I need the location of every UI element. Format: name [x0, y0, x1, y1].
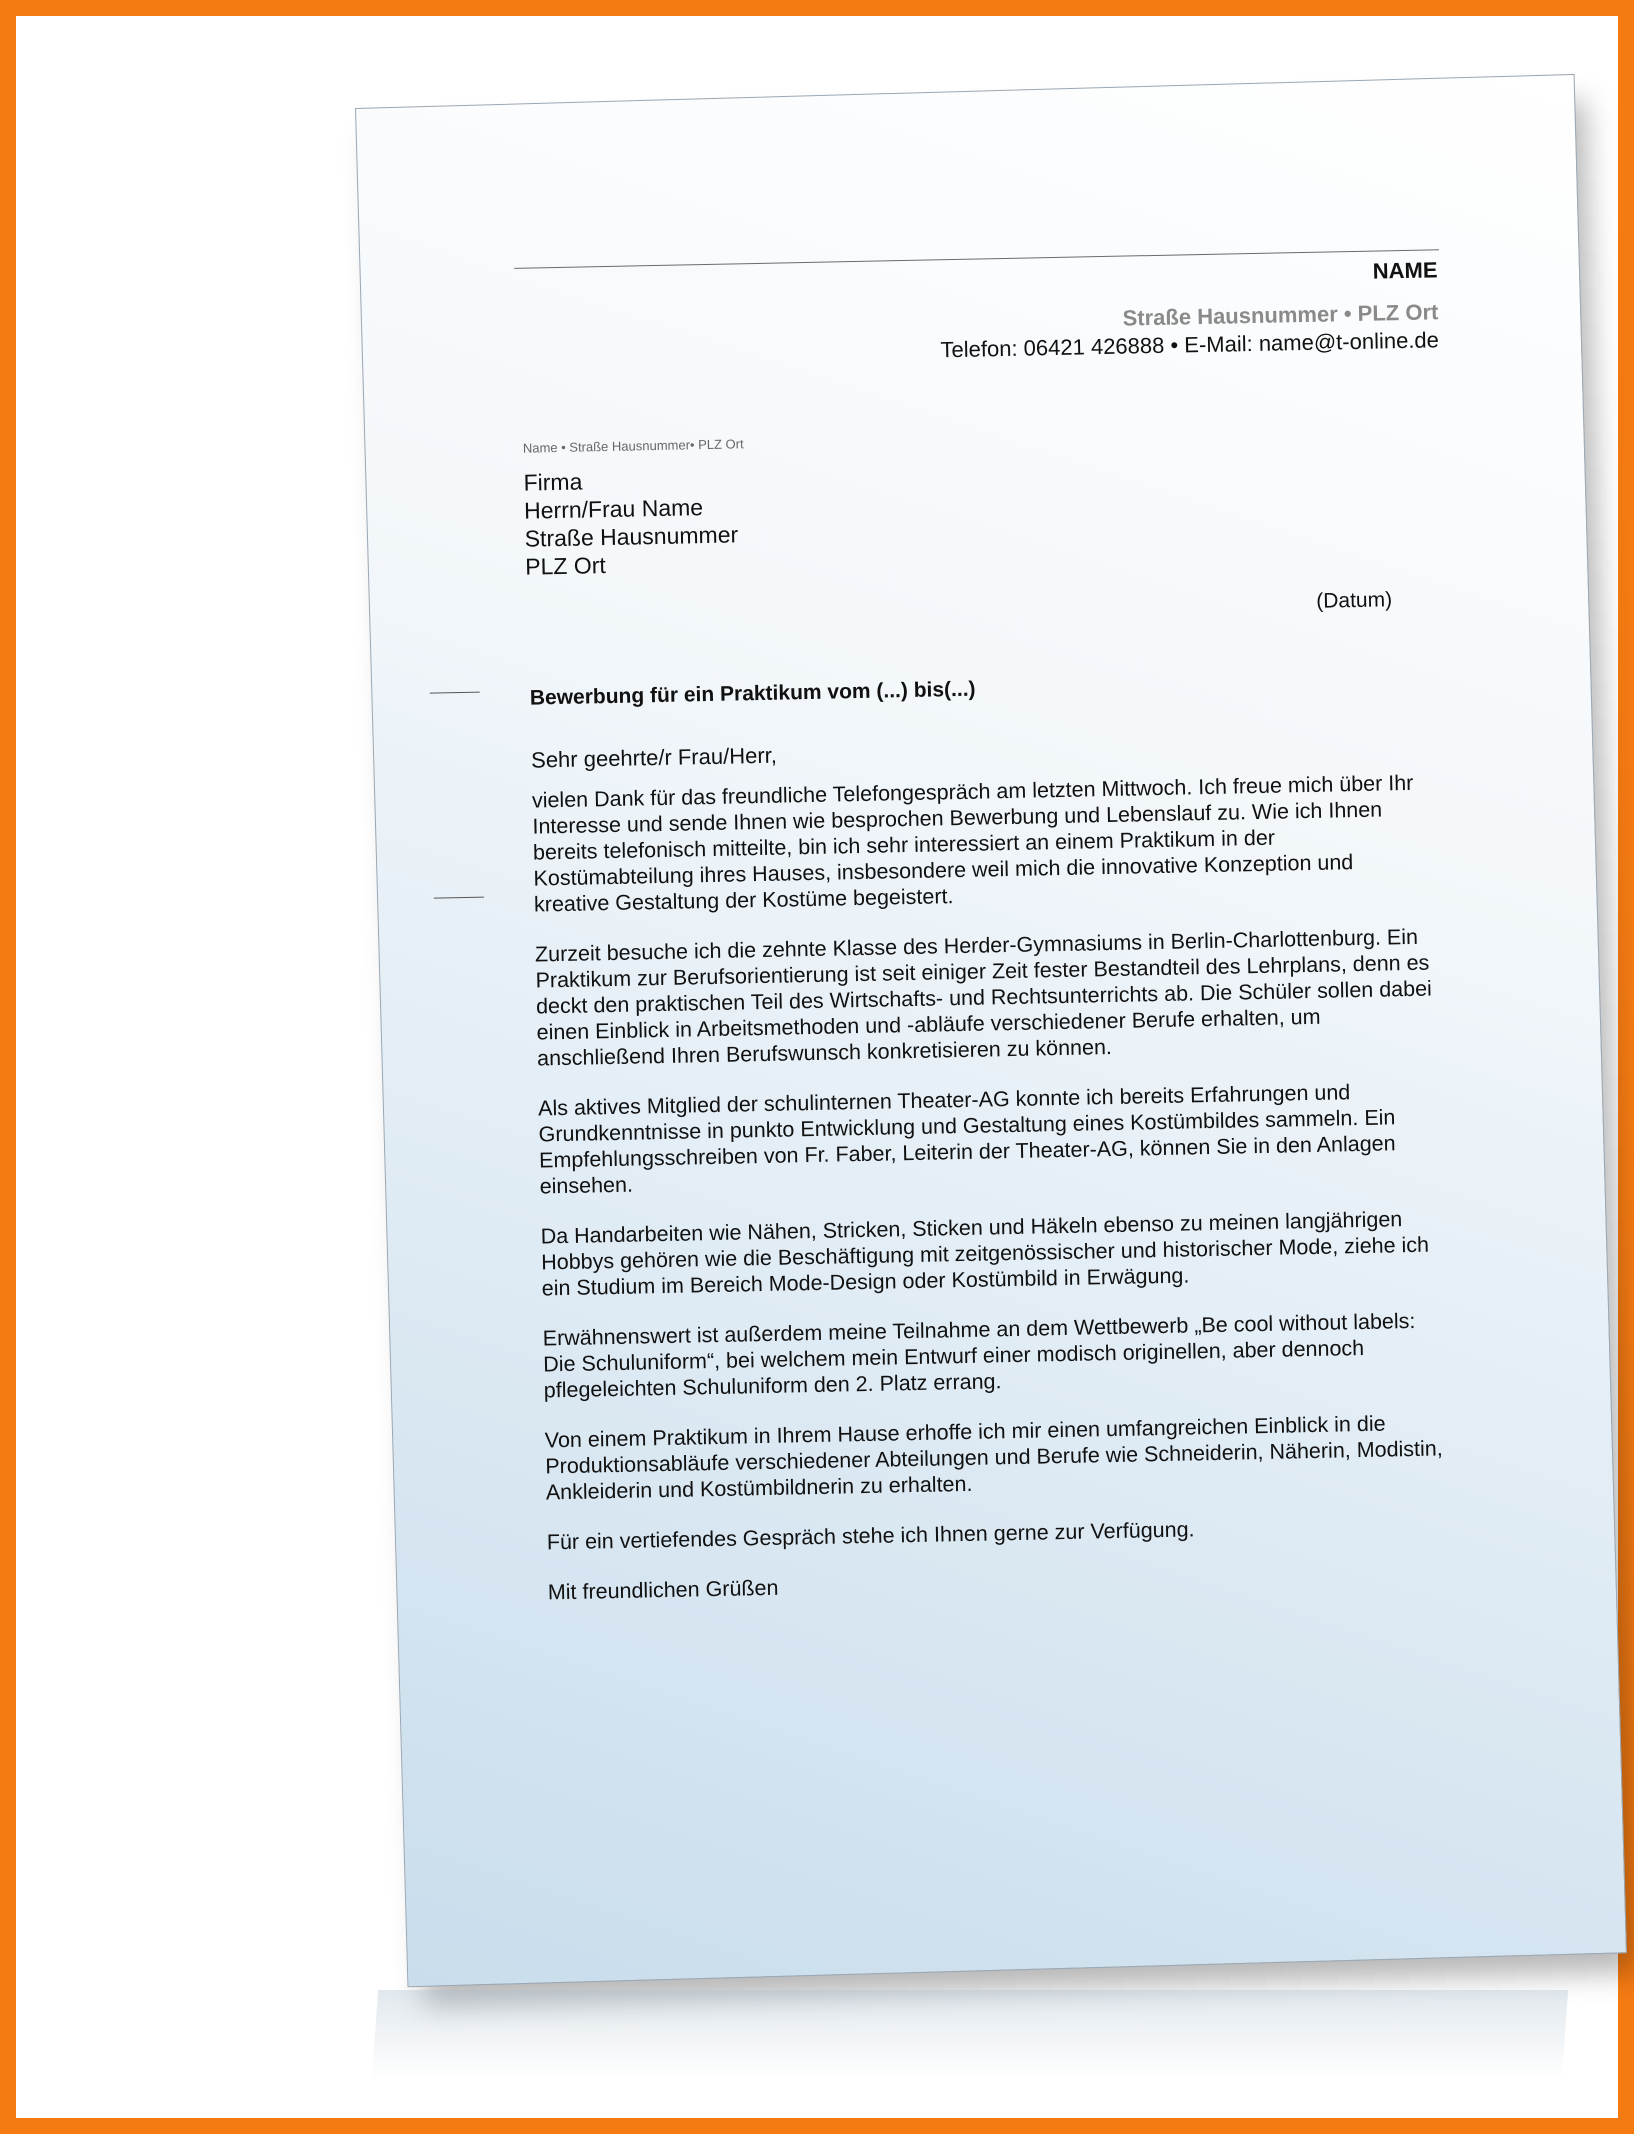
closing: Mit freundlichen Grüßen: [547, 1575, 779, 1605]
salutation: Sehr geehrte/r Frau/Herr,: [530, 742, 778, 773]
body-paragraph: Von einem Praktikum in Ihrem Hause erhoffe ich mir einen umfangreichen Einblick in die Produktionsabläufe verschiedener Abteilungen und Berufe wie Schneiderin, Näherin, Modistin, Ankleiderin und Kostümbildnerin zu erhalten.: [544, 1411, 1443, 1505]
letter-body: [532, 770, 1449, 1630]
sender-address: Straße Hausnummer • PLZ Ort: [1122, 299, 1439, 331]
letter-content: [356, 85, 1611, 1987]
sender-name: NAME: [1372, 257, 1438, 284]
recipient-line: Firma: [523, 468, 583, 496]
body-paragraph: Da Handarbeiten wie Nähen, Stricken, Sticken und Häkeln ebenso zu meinen langjährigen Hobbys gehören wie die Beschäftigung mit zeitgenössischer und historischer Mode, ziehe ich ein Studium im Bereich Mode-Design oder Kostümbild in Erwägung.: [540, 1207, 1430, 1301]
fold-mark: [430, 692, 480, 694]
body-paragraph: Zurzeit besuche ich die zehnte Klasse des Herder-Gymnasiums in Berlin-Charlottenburg. Ein Praktikum zur Berufsorientierung ist seit einiger Zeit fester Bestandteil des Lehrplans, denn es deckt den praktischen Teil des Wirtschafts- und Rechtsunterrichts ab. Die Schüler sollen dabei einen Einblick in Arbeitsmethoden und -abläufe verschiedener Berufe erhalten, um anschließend Ihren Berufswunsch konkretisieren zu können.: [534, 924, 1433, 1071]
recipient-block: [523, 464, 739, 580]
recipient-line: Straße Hausnummer: [524, 521, 739, 552]
sender-contact: Telefon: 06421 426888 • E-Mail: name@t-online.de: [940, 327, 1440, 363]
recipient-line: Herrn/Frau Name: [523, 494, 704, 524]
letter-subject: Bewerbung für ein Praktikum vom (...) bis(...): [529, 677, 976, 710]
fold-mark: [434, 897, 484, 899]
body-paragraph: Erwähnenswert ist außerdem meine Teilnahme an dem Wettbewerb „Be cool without labels: Die Schuluniform“, bei welchem mein Entwurf einer modisch originellen, aber dennoch pflegeleichten Schuluniform den 2. Platz errang.: [542, 1308, 1416, 1403]
body-paragraph: Als aktives Mitglied der schulinternen Theater-AG konnte ich bereits Erfahrungen und Grundkenntnisse in punkto Entwicklung und Gestaltung eines Kostümbildes sammeln. Ein Empfehlungsschreiben von Fr. Faber, Leiterin der Theater-AG, können Sie in den Anlagen einsehen.: [537, 1080, 1396, 1199]
body-paragraph: vielen Dank für das freundliche Telefongespräch am letzten Mittwoch. Ich freue mich über Ihr Interesse und sende Ihnen wie besprochen Bewerbung und Lebenslauf zu. Wie ich Ihnen bereits telefonisch mitteilte, bin ich sehr interessiert an einem Praktikum in der Kostümabteilung ihres Hauses, insbesondere weil mich die innovative Konzeption und kreative Gestaltung der Kostüme begeistert.: [531, 770, 1414, 917]
return-address-line: Name • Straße Hausnummer• PLZ Ort: [522, 436, 744, 456]
page-reflection: [372, 1990, 1568, 2080]
recipient-line: PLZ Ort: [524, 552, 607, 580]
letter-date: (Datum): [1316, 588, 1393, 613]
header-rule: [514, 249, 1439, 269]
letter-page: [355, 74, 1627, 1987]
body-paragraph: Für ein vertiefendes Gespräch stehe ich Ihnen gerne zur Verfügung.: [546, 1517, 1195, 1555]
